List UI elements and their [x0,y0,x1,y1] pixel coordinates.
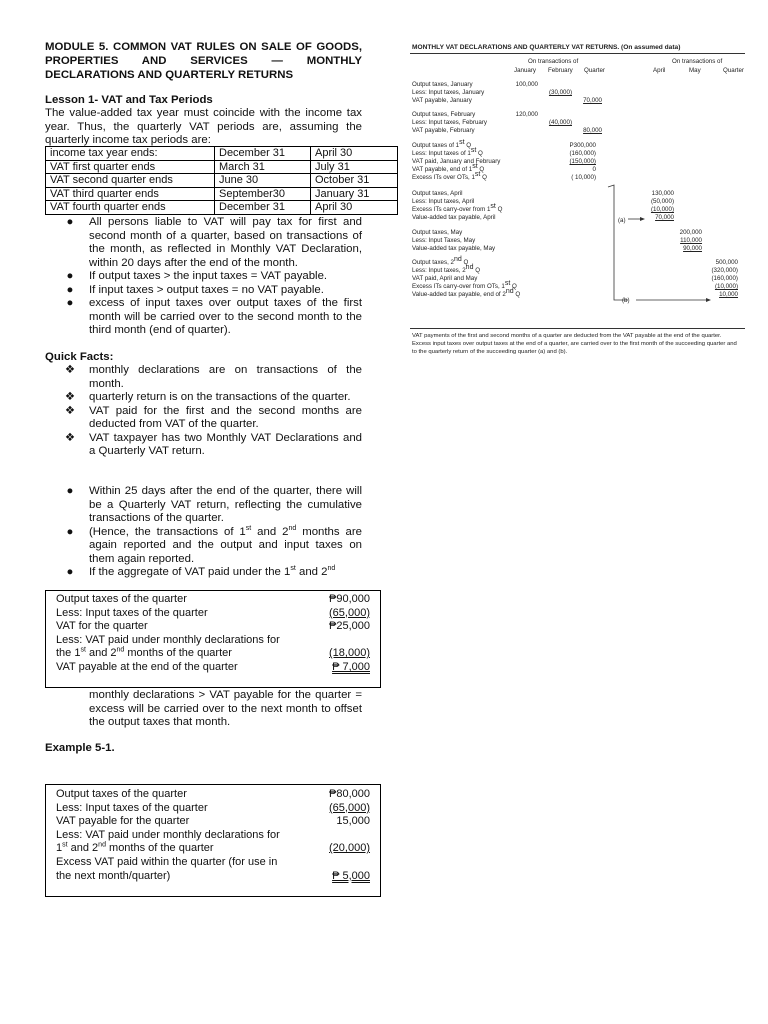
box-amount: ₱80,000 [329,788,370,800]
quick-facts-list [45,364,362,459]
illustration-row-amount: ( 10,000) [571,174,596,181]
table-cell: VAT fourth quarter ends [46,201,215,215]
table-cell: March 31 [215,160,311,174]
table-cell: December 31 [215,147,311,161]
illustration-row-label: Output taxes of 1st Q [412,138,472,149]
illustration-row-label: Less: Input taxes, February [412,119,487,126]
table-row [46,201,398,215]
box-label: VAT payable at the end of the quarter [56,660,238,673]
illustration-row-label: VAT payable, end of 1st Q [412,162,485,173]
bullet-icon: ● [66,283,74,296]
illustration-row-label: Output taxes, January [412,81,473,88]
box-label: Less: Input taxes of the quarter [56,801,208,814]
illustration-row-amount: 500,000 [715,259,738,266]
bullet-icon: ● [66,525,74,538]
illustration-row-amount: (30,000) [548,89,572,96]
table-cell: income tax year ends: [46,147,215,161]
col-header: April [653,67,666,74]
col-header: February [548,67,573,74]
box-amount: (65,000) [329,801,370,814]
box-amount: 15,000 [336,815,370,828]
col-header: Quarter [584,67,605,74]
continuation-text: monthly declarations > VAT payable for the quarter = excess will be carried over to the next month to offset the output taxes that month. [89,689,362,728]
table-row [46,147,398,161]
list-item: ● (Hence, the transactions of 1st and 2nd months are again reported and the output and input taxes on them again reported. [45,526,362,567]
list-item: ● If input taxes > output taxes = no VAT payable. [45,284,362,298]
illustration-row-label: Output taxes, April [412,190,463,197]
table-cell: VAT second quarter ends [46,174,215,188]
illustration-row-amount: (160,000) [711,275,738,282]
box-amount [310,829,370,843]
box-amount: ₱25,000 [329,620,370,633]
list-item: ● Within 25 days after the end of the quarter, there will be a Quarterly VAT return, reflecting the cumulative transactions of the quarter. [45,485,362,526]
box-label: Excess VAT paid within the quarter (for use in [56,855,278,868]
illustration-row-amount: 90,000 [683,245,702,252]
illustration-row-amount: 120,000 [515,111,538,118]
illustration-row-amount: (10,000) [650,206,674,213]
list-item: ❖ quarterly return is on the transactions of the quarter. [64,391,351,403]
illustration-row-amount: 80,000 [583,127,602,134]
bullet-icon: ● [66,485,74,497]
computation-box-1 [45,590,381,688]
table-cell: July 31 [311,160,398,174]
box-label: VAT payable for the quarter [56,815,190,828]
table-cell: December 31 [215,201,311,215]
illustration-row-amount: P300,000 [569,142,596,149]
box-label: the next month/quarter) [56,869,171,882]
group-header-1: On transactions of [528,58,579,65]
illustration-row-label: Output taxes, 2nd Q [412,255,469,266]
list-item: ● excess of input taxes over output taxes of the first month will be carried over to the second month to the third month (end of quarter). [45,297,362,338]
bullet-icon: ● [66,566,74,578]
table-cell: VAT third quarter ends [46,187,215,201]
computation-box-2 [45,784,381,897]
table-cell: June 30 [215,174,311,188]
illustration-row-amount: 100,000 [515,81,538,88]
illustration-row-amount: 70,000 [583,97,602,104]
box-amount: (18,000) [329,647,370,660]
illustration-row-amount: 110,000 [680,237,702,244]
illustration-row-amount: (320,000) [711,267,738,274]
quick-facts-title: Quick Facts: [45,351,114,363]
box-label: Output taxes of the quarter [56,788,187,800]
vat-declarations-illustration [410,44,745,374]
illustration-title: MONTHLY VAT DECLARATIONS AND QUARTERLY VAT RETURNS. (On assumed data) [412,44,681,51]
box-amount [310,634,370,648]
bullet-icon: ● [66,297,74,309]
illustration-row-amount: (10,000) [714,283,738,290]
illustration-row-label: Excess ITs over OTs, 1st Q [412,170,487,181]
box-row [46,593,380,607]
illustration-row-amount: 130,000 [651,190,674,197]
bullet-list-1 [45,216,362,338]
box-row [46,829,380,843]
box-row [46,634,380,648]
bullet-list-2 [45,485,362,580]
box-row [46,647,380,661]
table-cell: VAT first quarter ends [46,160,215,174]
illustration-row-label: Value-added tax payable, May [412,245,496,252]
diamond-bullet-icon: ❖ [64,404,76,417]
table-cell: September30 [215,187,311,201]
list-item: ❖ VAT taxpayer has two Monthly VAT Declarations and a Quarterly VAT return. [64,431,362,457]
box-amount [310,856,370,870]
illustration-row-label: Less: Input taxes, January [412,89,485,96]
illustration-row-label: Less: Input taxes, April [412,198,475,205]
arrow-a-label: (a) [618,217,626,224]
box-amount: ₱90,000 [329,593,370,605]
illustration-row-label: VAT payable, January [412,97,472,104]
diamond-bullet-icon: ❖ [64,431,76,444]
table-cell: October 31 [311,174,398,188]
illustration-row-amount: (150,000) [569,158,596,165]
illustration-row-amount: (50,000) [650,198,674,205]
box-label: Output taxes of the quarter [56,593,187,605]
example-title: Example 5-1. [45,742,115,754]
list-item: ❖ VAT paid for the first and the second months are deducted from VAT of the quarter. [64,404,362,430]
box-amount: ₱ 5,000 [332,869,370,882]
module-title: MODULE 5. COMMON VAT RULES ON SALE OF GOODS, PROPERTIES AND SERVICES — MONTHLY DECLARATIONS AND QUARTERLY RETURNS [45,41,362,81]
illustration-row-label: Output taxes, February [412,111,476,118]
box-row [46,802,380,816]
illustration-row-label: VAT payable, February [412,127,475,134]
box-row [46,842,380,856]
table-cell: April 30 [311,201,398,215]
list-item: ● If the aggregate of VAT paid under the 1st and 2nd [45,566,362,580]
lesson-intro: The value-added tax year must coincide with the income tax year. Thus, the quarterly VAT periods are, assuming the quarterly income tax periods are: [45,107,362,146]
illustration-row-amount: (160,000) [569,150,596,157]
col-header: January [514,67,537,74]
illustration-row-amount: 0 [592,166,596,173]
table-row [46,160,398,174]
illustration-row-label: VAT paid, January and February [412,158,501,165]
illustration-footnote: VAT payments of the first and second months of a quarter are deducted from the VAT payable at the end of the quarter. Excess input taxes over output taxes at the end of a quarter, are carried over to the first month of the succeeding quarter and to the quarterly return of the succeeding quarter (a) and (b). [412,333,737,355]
illustration-row-label: Less: Input taxes of 1st Q [412,146,483,157]
box-label: Less: Input taxes of the quarter [56,606,208,619]
illustration-row-amount: (40,000) [548,119,572,126]
table-cell: April 30 [311,147,398,161]
diamond-bullet-icon: ❖ [64,391,76,403]
illustration-row-amount: 10,000 [719,291,738,298]
bullet-icon: ● [66,270,74,282]
box-row [46,870,380,884]
illustration-row-label: VAT paid, April and May [412,275,478,282]
box-label: 1st and 2nd months of the quarter [56,841,214,855]
col-header: Quarter [723,67,744,74]
illustration-row-label: Excess ITs carry-over from 1st Q [412,202,503,213]
list-item: ❖ monthly declarations are on transactions of the month. [64,364,362,390]
table-cell: January 31 [311,187,398,201]
box-amount: (65,000) [329,606,370,619]
diamond-bullet-icon: ❖ [64,364,76,376]
list-item: ● All persons liable to VAT will pay tax for first and second month of a quarter, based on transactions of the month, as reflected in Monthly VAT Declaration, within 20 days after the end of the month. [45,216,362,270]
illustration-row-amount: 70,000 [655,214,674,221]
box-row [46,788,380,802]
illustration-row-label: Value-added tax payable, end of 2nd Q [412,287,521,298]
group-header-2: On transactions of [672,58,723,65]
bullet-icon: ● [66,216,74,228]
list-item: ● If output taxes > the input taxes = VAT payable. [45,270,362,284]
illustration-row-label: Output taxes, May [412,229,463,236]
box-amount: (20,000) [329,842,370,855]
arrow-lines [410,44,745,344]
illustration-row-label: Less: Input taxes, 2nd Q [412,263,481,274]
box-label: Less: VAT paid under monthly declarations for [56,633,280,646]
box-label: Less: VAT paid under monthly declarations for [56,828,280,841]
box-row [46,856,380,870]
table-row [46,174,398,188]
box-row [46,661,380,675]
box-row [46,607,380,621]
lesson-title: Lesson 1- VAT and Tax Periods [45,94,213,106]
illustration-row-label: Less: Input Taxes, May [412,237,476,244]
illustration-row-amount: 200,000 [679,229,702,236]
box-label: the 1st and 2nd months of the quarter [56,646,232,660]
box-amount: ₱ 7,000 [332,660,370,673]
col-header: May [689,67,701,74]
footnote-rule [410,328,745,329]
illustration-row-label: Excess ITs carry-over from OTs, 1st Q [412,279,517,290]
arrow-b-label: (b) [622,297,630,304]
box-row [46,620,380,634]
table-row [46,187,398,201]
box-row [46,815,380,829]
box-label: VAT for the quarter [56,620,148,633]
illustration-row-label: Value-added tax payable, April [412,214,496,221]
tax-periods-table [45,146,398,215]
